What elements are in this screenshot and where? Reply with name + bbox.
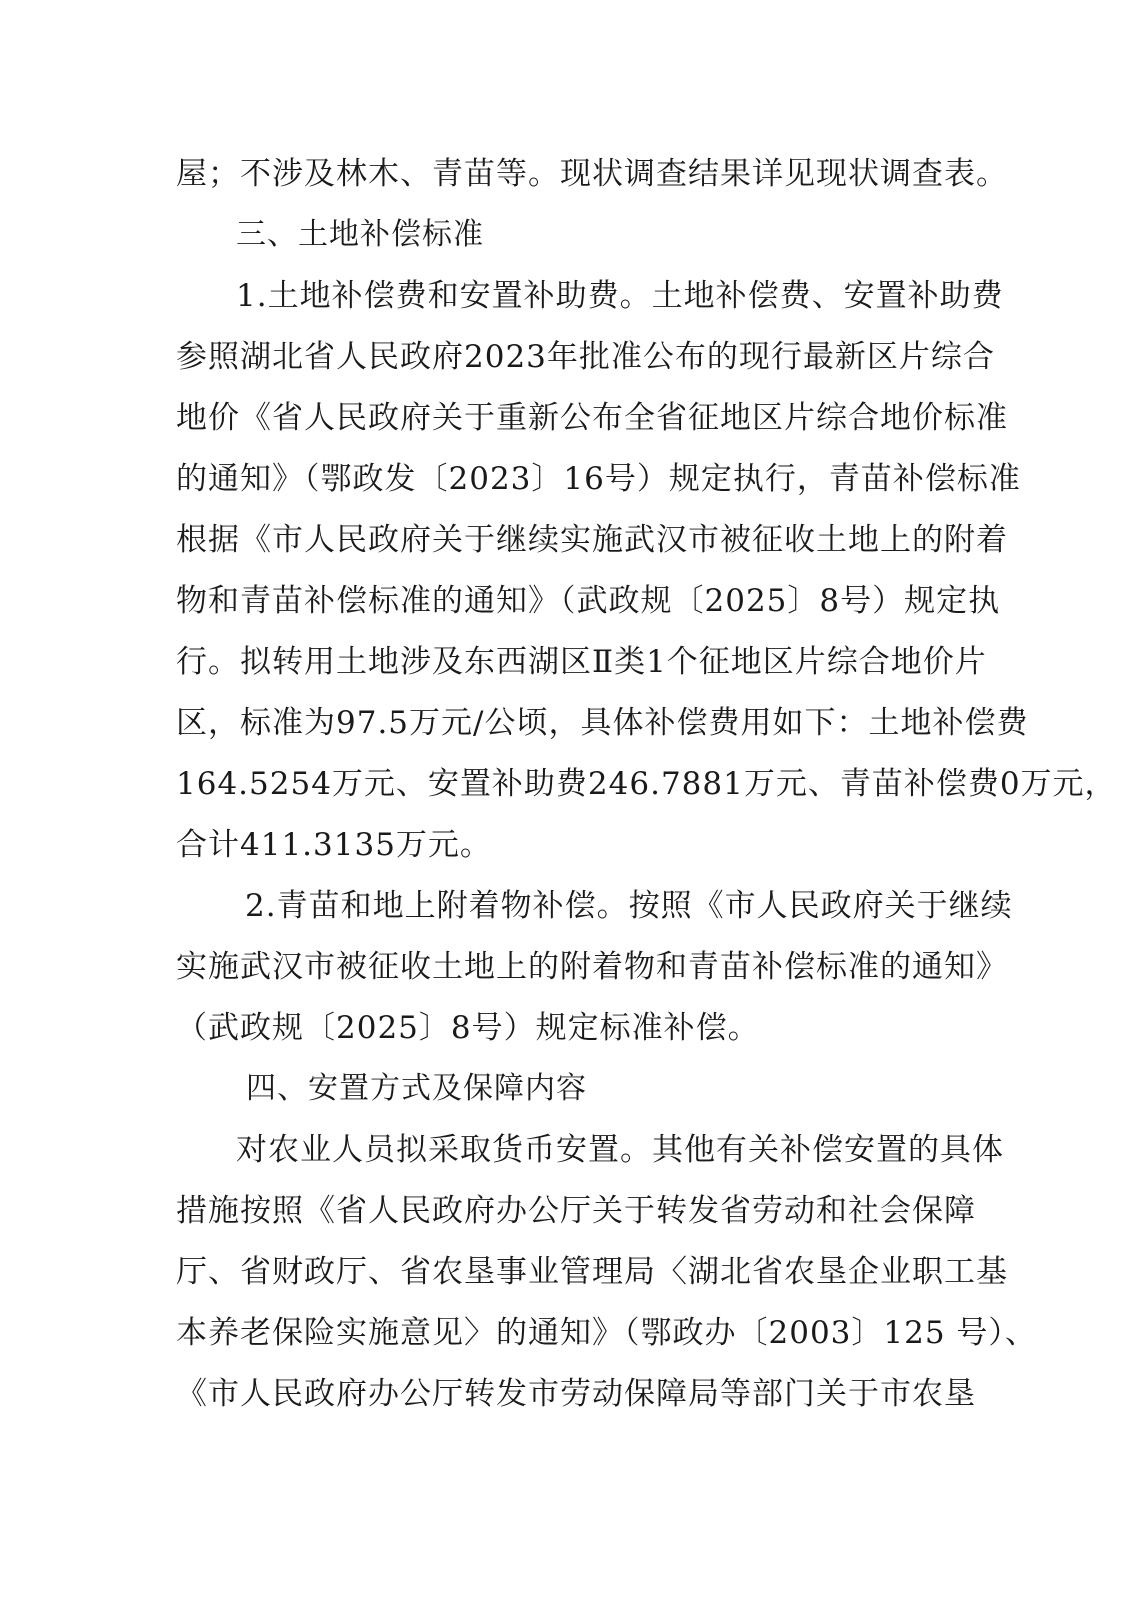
- body-text-line: （武政规〔2025〕8号）规定标准补偿。: [176, 1010, 760, 1046]
- body-text-line: 物和青苗补偿标准的通知》（武政规〔2025〕8号）规定执: [176, 583, 1001, 619]
- body-text-line: 行。拟转用土地涉及东西湖区Ⅱ类1个征地区片综合地价片: [176, 644, 987, 680]
- section-heading: 四、安置方式及保障内容: [246, 1071, 587, 1106]
- body-text-line: 区，标准为97.5万元/公顷，具体补偿费用如下：土地补偿费: [176, 705, 1029, 741]
- body-text-line: 地价《省人民政府关于重新公布全省征地区片综合地价标准: [176, 400, 1008, 436]
- body-text-line: 根据《市人民政府关于继续实施武汉市被征收土地上的附着: [176, 522, 1008, 558]
- body-text-line: 合计411.3135万元。: [176, 827, 492, 863]
- section-heading: 三、土地补偿标准: [236, 217, 484, 252]
- body-text-line: 《市人民政府办公厅转发市劳动保障局等部门关于市农垦: [176, 1376, 976, 1412]
- body-text-line: 1.土地补偿费和安置补助费。土地补偿费、安置补助费: [236, 278, 1004, 314]
- body-text-line: 实施武汉市被征收土地上的附着物和青苗补偿标准的通知》: [176, 949, 1008, 985]
- body-text-line: 164.5254万元、安置补助费246.7881万元、青苗补偿费0万元，: [176, 766, 1117, 802]
- body-text-line: 屋；不涉及林木、青苗等。现状调查结果详见现状调查表。: [176, 156, 1008, 192]
- body-text-line: 的通知》（鄂政发〔2023〕16号）规定执行，青苗补偿标准: [176, 461, 1021, 497]
- body-text-line: 厅、省财政厅、省农垦事业管理局〈湖北省农垦企业职工基: [176, 1254, 1008, 1290]
- body-text-line: 2.青苗和地上附着物补偿。按照《市人民政府关于继续: [245, 888, 1013, 924]
- body-text-line: 本养老保险实施意见〉的通知》（鄂政办〔2003〕125 号）、: [176, 1315, 1037, 1351]
- body-text-line: 参照湖北省人民政府2023年批准公布的现行最新区片综合: [176, 339, 995, 375]
- body-text-line: 措施按照《省人民政府办公厅关于转发省劳动和社会保障: [176, 1193, 976, 1229]
- body-text-line: 对农业人员拟采取货币安置。其他有关补偿安置的具体: [236, 1132, 1004, 1168]
